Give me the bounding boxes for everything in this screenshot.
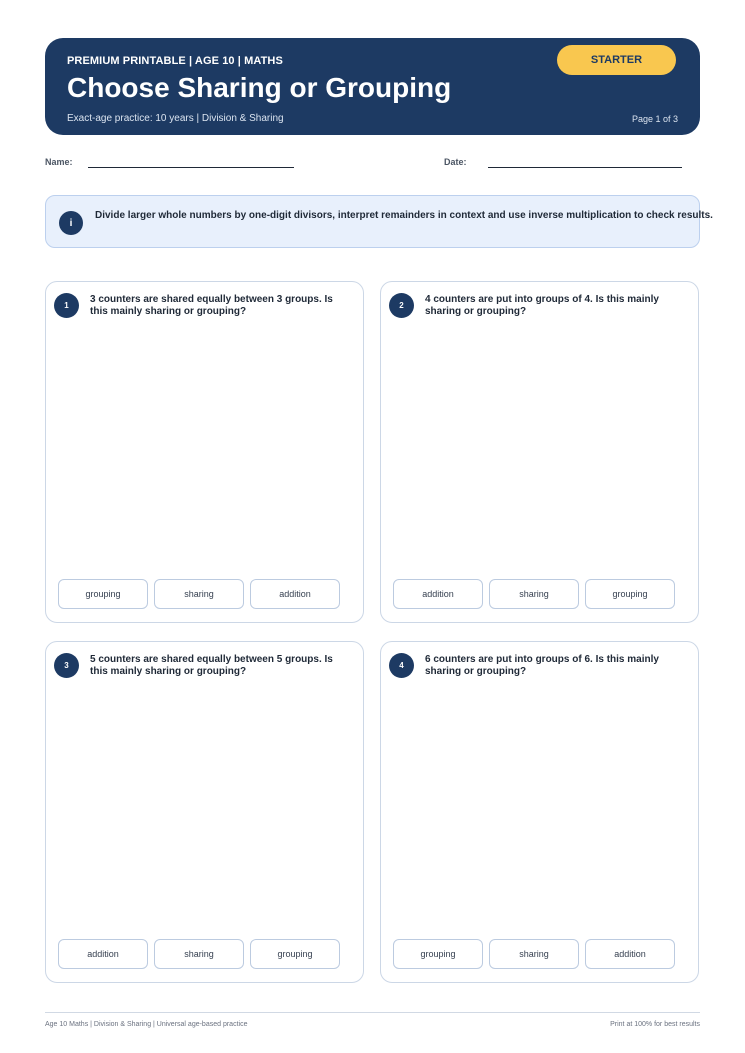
- answer-option-button[interactable]: grouping: [393, 939, 483, 969]
- level-badge[interactable]: STARTER: [557, 45, 676, 75]
- question-card-2: [380, 281, 699, 623]
- question-card-4: [380, 641, 699, 983]
- question-card-1: [45, 281, 364, 623]
- answer-option-button[interactable]: addition: [250, 579, 340, 609]
- question-text: 3 counters are shared equally between 3 groups. Is this mainly sharing or grouping?: [90, 294, 333, 317]
- question-card-3: [45, 641, 364, 983]
- instruction-text: Divide larger whole numbers by one-digit divisors, interpret remainders in context and use inverse multiplication to check results.: [95, 210, 713, 221]
- name-label: Name:: [45, 157, 73, 167]
- question-text: 4 counters are put into groups of 4. Is this mainly sharing or grouping?: [425, 294, 659, 317]
- answer-option-button[interactable]: sharing: [489, 579, 579, 609]
- question-number-badge: 1: [54, 293, 79, 318]
- worksheet-header: [45, 38, 700, 135]
- question-number-badge: 4: [389, 653, 414, 678]
- footer-left-text: Age 10 Maths | Division & Sharing | Universal age-based practice: [45, 1021, 248, 1028]
- footer-divider: [45, 1012, 700, 1013]
- answer-option-button[interactable]: sharing: [154, 939, 244, 969]
- question-number-badge: 3: [54, 653, 79, 678]
- answer-option-button[interactable]: addition: [585, 939, 675, 969]
- instruction-box: [45, 195, 713, 248]
- answer-option-button[interactable]: sharing: [154, 579, 244, 609]
- date-field[interactable]: [488, 167, 682, 168]
- answer-option-button[interactable]: grouping: [250, 939, 340, 969]
- question-text: 6 counters are put into groups of 6. Is this mainly sharing or grouping?: [425, 654, 659, 677]
- question-number-badge: 2: [389, 293, 414, 318]
- answer-option-button[interactable]: grouping: [585, 579, 675, 609]
- answer-option-button[interactable]: addition: [58, 939, 148, 969]
- answer-option-button[interactable]: grouping: [58, 579, 148, 609]
- name-field[interactable]: [88, 167, 294, 168]
- info-icon: i: [59, 211, 83, 235]
- footer-right-text: Print at 100% for best results: [610, 1021, 700, 1028]
- page-number: Page 1 of 3: [631, 114, 678, 124]
- answer-option-button[interactable]: sharing: [489, 939, 579, 969]
- answer-option-button[interactable]: addition: [393, 579, 483, 609]
- question-text: 5 counters are shared equally between 5 groups. Is this mainly sharing or grouping?: [90, 654, 333, 677]
- page-title: Choose Sharing or Grouping: [67, 72, 452, 103]
- date-label: Date:: [444, 157, 467, 167]
- header-subtitle: Exact-age practice: 10 years | Division & Sharing: [67, 113, 284, 124]
- header-kicker: PREMIUM PRINTABLE | AGE 10 | MATHS: [67, 55, 283, 67]
